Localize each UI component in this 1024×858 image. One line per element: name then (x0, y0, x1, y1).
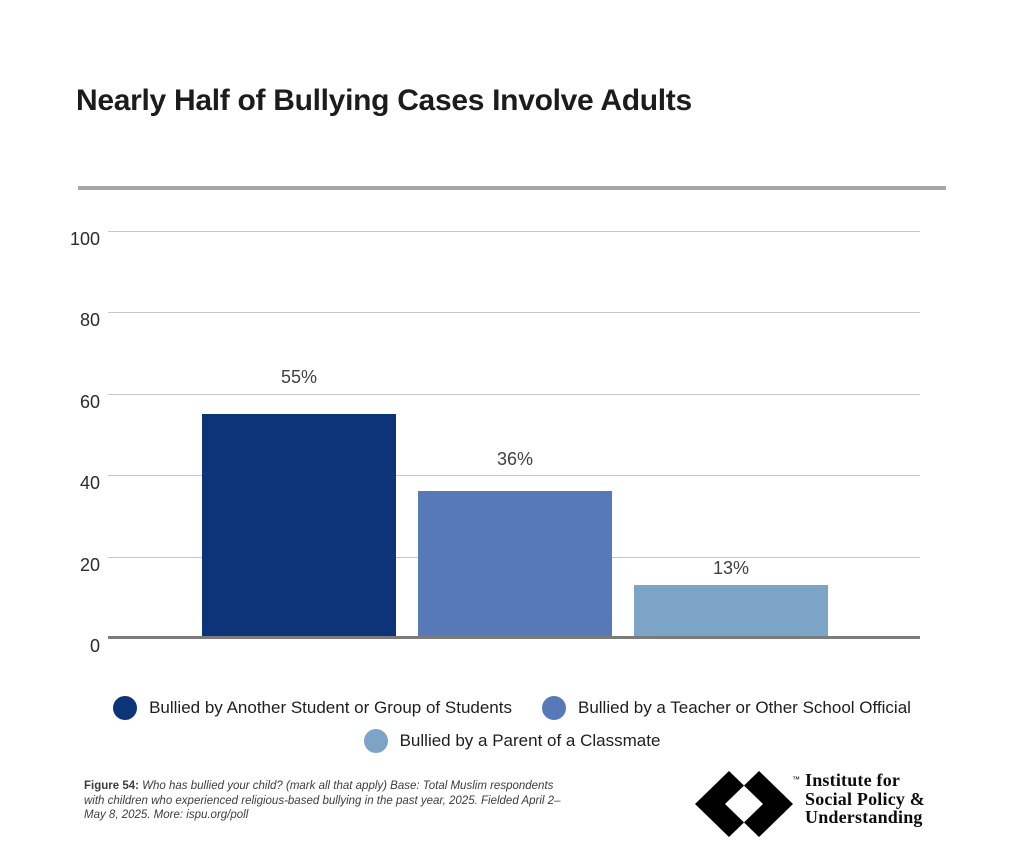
bar-value-label-1: 55% (280, 367, 318, 387)
logo-line-1: Institute for (805, 770, 901, 790)
legend-row-1 (113, 696, 911, 720)
y-tick-label-80: 80 (79, 310, 100, 331)
bar-value-label-2: 36% (496, 449, 534, 469)
figure-caption-text: Who has bullied your child? (mark all that apply) Base: Total Muslim respondents with children who experienced religious-based bullying in the past year, 2025. Fielded April 2–May 8, 2025. More: ispu.org/poll (84, 780, 561, 821)
plot-area (108, 231, 920, 638)
y-tick-label-40: 40 (79, 473, 100, 494)
legend-swatch-lightblue-circle (364, 729, 388, 753)
gridline-60 (108, 394, 920, 395)
ispu-logo (695, 770, 945, 840)
title-divider (78, 186, 946, 190)
chart-legend (0, 696, 1024, 753)
gridline-80 (108, 312, 920, 313)
legend-label: Bullied by Another Student or Group of Students (149, 698, 512, 717)
bar-2 (418, 491, 612, 638)
ispu-logo-text (805, 771, 925, 827)
chart-title: Nearly Half of Bullying Cases Involve Adults (76, 84, 692, 117)
gridline-100 (108, 231, 920, 232)
x-axis-baseline (108, 636, 920, 639)
legend-swatch-blue-circle (542, 696, 566, 720)
y-tick-label-100: 100 (69, 229, 100, 249)
legend-swatch-navy-circle (113, 696, 137, 720)
legend-item-teacher (542, 696, 911, 720)
y-tick-label-60: 60 (79, 391, 100, 412)
bar-1 (202, 414, 396, 638)
ispu-diamonds-icon (695, 771, 793, 837)
y-tick-label-20: 20 (79, 554, 100, 575)
legend-item-students (113, 696, 512, 720)
figure-number: Figure 54: (84, 780, 139, 792)
y-tick-label-0: 0 (89, 636, 100, 656)
legend-item-parent (364, 729, 661, 753)
logo-line-2: Social Policy & (805, 788, 925, 809)
bar-3 (634, 585, 828, 638)
legend-label: Bullied by a Parent of a Classmate (399, 731, 661, 750)
trademark-symbol: ™ (792, 775, 800, 784)
legend-label: Bullied by a Teacher or Other School Official (577, 698, 911, 717)
figure-caption (84, 779, 576, 823)
bar-value-label-3: 13% (712, 558, 750, 578)
logo-line-3: Understanding (805, 807, 923, 827)
legend-row-2 (364, 729, 661, 753)
